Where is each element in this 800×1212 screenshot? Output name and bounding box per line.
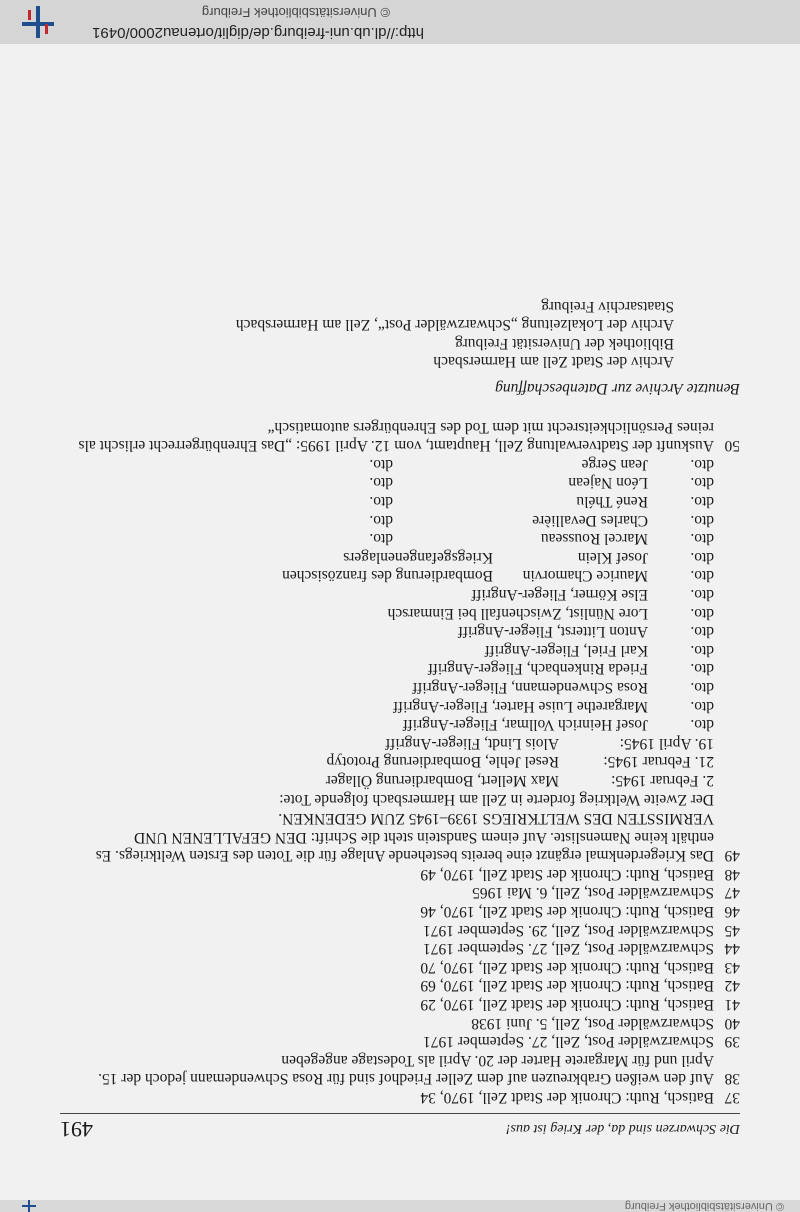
casualty-cause: dto. (369, 493, 393, 510)
library-credit-top: © Universitätsbibliothek Freiburg (624, 1200, 784, 1212)
footnote-37 (76, 1087, 740, 1106)
casualty-name: Charles Devallière (532, 511, 648, 529)
source-item: Staatsarchiv Freiburg (541, 297, 674, 315)
casualty-name: Josef Heinrich Vollmar, Flieger-Angriff (402, 716, 648, 734)
footnote-text: Schwarzwälder Post, Zell, 5. Juni 1938 (471, 1014, 714, 1032)
casualty-row (76, 715, 714, 734)
footnote-48 (76, 864, 740, 883)
footnote-44 (76, 939, 740, 958)
source-item: Bibliothek der Universität Freiburg (455, 334, 674, 352)
footnote-39 (76, 1032, 740, 1051)
footnote-text: Das Kriegerdenkmal ergänzt eine bereits bestehende Anlage für die Toten des Ersten Weltkriegs. Es enthält keine Namensliste. Auf einem Sandstein steht die Schrift: DEN GEFALLENEN UND VERMISSTEN DES WELTKRIEGS 1939–1945 ZUM GEDENKEN. (95, 810, 714, 865)
casualty-cause: dto. (369, 530, 393, 548)
university-logo-icon (22, 1200, 36, 1212)
viewer-bottom-bar (0, 0, 800, 44)
casualty-row (76, 677, 714, 696)
casualty-date: 19. April 1945: (619, 734, 714, 752)
footnote-40 (76, 1013, 740, 1032)
casualty-cause: Bombardierung des französischen (282, 567, 493, 585)
footnote-text: Batisch, Ruth: Chronik der Stadt Zell, 1970, 49 (420, 865, 714, 883)
ditto-mark: dto. (690, 716, 714, 734)
footnote-number: 41 (724, 996, 740, 1014)
footnote-number: 37 (724, 1089, 740, 1106)
ditto-mark: dto. (690, 623, 714, 641)
footnote-46 (76, 901, 740, 920)
casualty-cause: dto. (369, 455, 393, 473)
casualty-row (76, 510, 714, 529)
casualty-row (76, 547, 714, 566)
page-number: 491 (60, 1117, 93, 1142)
ditto-mark: dto. (690, 660, 714, 678)
footnote-number: 44 (724, 940, 740, 958)
casualty-name: Marcel Rousseau (540, 530, 648, 548)
footnote-number: 46 (724, 903, 740, 921)
sources-heading: Benutzte Archive zur Datenbeschaffung (495, 380, 740, 398)
ditto-mark: dto. (690, 530, 714, 548)
footnote-42 (76, 976, 740, 995)
footnote-47 (76, 883, 740, 902)
footnote-number: 49 (724, 847, 740, 865)
footnote-number: 43 (724, 958, 740, 976)
footnote-number: 38 (724, 1070, 740, 1088)
footnote-number: 40 (724, 1014, 740, 1032)
ditto-mark: dto. (690, 567, 714, 585)
footnote-text: Batisch, Ruth: Chronik der Stadt Zell, 1970, 29 (420, 996, 714, 1014)
casualty-name: René Thélu (576, 493, 648, 510)
casualty-list-dated (76, 733, 714, 789)
casualty-name: Lore Nünlist, Zwischenfall bei Einmarsch (387, 604, 648, 622)
source-item: Archiv der Lokalzeitung „Schwarzwälder Post“, Zell am Harmersbach (235, 316, 674, 334)
casualty-row (76, 603, 714, 622)
footnote-text: Batisch, Ruth: Chronik der Stadt Zell, 1970, 70 (420, 958, 714, 976)
casualty-name: Anton Litterst, Flieger-Angriff (457, 623, 648, 641)
footnotes-section (76, 296, 740, 1106)
footnote-text: Schwarzwälder Post, Zell, 29. September 1971 (423, 921, 714, 939)
casualty-row (76, 454, 714, 473)
footnote-text: Schwarzwälder Post, Zell, 27. September 1971 (423, 940, 714, 958)
footnote-text: Schwarzwälder Post, Zell, 6. Mai 1965 (472, 884, 714, 902)
casualty-name: Margarethe Luise Harter, Flieger-Angriff (392, 697, 648, 715)
casualty-name: Josef Klein (577, 548, 648, 566)
footnote-49 (76, 454, 740, 864)
footnote-41 (76, 994, 740, 1013)
university-logo-icon (22, 6, 54, 38)
casualty-name: Léon Najean (568, 474, 648, 492)
footnote-number: 48 (724, 865, 740, 883)
ditto-mark: dto. (690, 641, 714, 659)
casualty-row (76, 622, 714, 641)
casualty-date: 21. Februar 1945: (603, 753, 714, 771)
casualty-row (76, 529, 714, 548)
footnote-43 (76, 957, 740, 976)
casualty-row (76, 770, 714, 789)
casualty-row (76, 584, 714, 603)
footnote-number: 39 (724, 1033, 740, 1051)
running-title: Die Schwarzen sind da, der Krieg ist aus! (505, 1121, 740, 1136)
casualty-entry: Max Mellert, Bombardierung Öllager (325, 771, 559, 789)
casualty-entry: Alois Lindt, Flieger-Angriff (385, 734, 559, 752)
footnote-text: Auskunft der Stadtverwaltung Zell, Hauptamt, vom 12. April 1995: „Das Ehrenbürgerrecht erlischt als reines Persönlichkeitsrecht mit dem Tod des Ehrenbürgers automatisch“ (78, 418, 714, 455)
casualty-row (76, 696, 714, 715)
casualty-cause: Kriegsgefangenenlagers (343, 548, 493, 566)
footnote-38 (76, 1050, 740, 1087)
ditto-mark: dto. (690, 511, 714, 529)
ditto-mark: dto. (690, 678, 714, 696)
page-header (60, 1113, 740, 1144)
footnote-number: 42 (724, 977, 740, 995)
footnote-45 (76, 920, 740, 939)
ditto-mark: dto. (690, 455, 714, 473)
footnote-number: 50 (724, 437, 740, 455)
casualty-list-ditto (76, 454, 714, 733)
footnote-50 (76, 417, 740, 454)
footnote-list (76, 864, 740, 1106)
casualty-cause: dto. (369, 511, 393, 529)
casualty-name: Maurice Chamorvin (522, 567, 648, 585)
casualty-entry: Resel Jehle, Bombardierung Prototyp (326, 753, 559, 771)
ditto-mark: dto. (690, 585, 714, 603)
casualty-name: Jean Serge (581, 455, 648, 473)
ditto-mark: dto. (690, 697, 714, 715)
footnote-text: Schwarzwälder Post, Zell, 27. September 1971 (423, 1033, 714, 1051)
casualty-name: Rosa Schwendemann, Flieger-Angriff (412, 678, 648, 696)
sources-list (76, 296, 674, 370)
scanned-page (60, 64, 740, 1164)
casualty-row (76, 659, 714, 678)
ditto-mark: dto. (690, 493, 714, 510)
footnote-text: Batisch, Ruth: Chronik der Stadt Zell, 1970, 46 (420, 903, 714, 921)
footnote-text: Batisch, Ruth: Chronik der Stadt Zell, 1970, 34 (420, 1089, 714, 1106)
casualty-name: Else Körner, Flieger-Angriff (471, 585, 648, 603)
footnote-text: Batisch, Ruth: Chronik der Stadt Zell, 1970, 69 (420, 977, 714, 995)
footnote-text: Auf den weißen Grabkreuzen auf dem Zeller Friedhof sind für Rosa Schwendemann jedoch der 15. April und für Margarete Harter der 20. April als Todestage angegeben (98, 1051, 714, 1088)
ditto-mark: dto. (690, 604, 714, 622)
footnote-number: 47 (724, 884, 740, 902)
casualty-row (76, 566, 714, 585)
footnote-number: 45 (724, 921, 740, 939)
casualty-row (76, 491, 714, 510)
page-url-link[interactable]: http://dl.ub.uni-freiburg.de/diglit/ortenau2000/0491 (92, 24, 424, 41)
source-item: Archiv der Stadt Zell am Harmersbach (433, 353, 674, 371)
casualty-name: Karl Friel, Flieger-Angriff (484, 641, 648, 659)
casualty-row (76, 752, 714, 771)
casualty-cause: dto. (369, 474, 393, 492)
viewer-top-strip (0, 1200, 800, 1212)
ditto-mark: dto. (690, 474, 714, 492)
casualty-name: Frieda Rinkenbach, Flieger-Angriff (427, 660, 648, 678)
library-credit-bottom: © Universitätsbibliothek Freiburg (201, 5, 390, 20)
ditto-mark: dto. (690, 548, 714, 566)
casualty-row (76, 473, 714, 492)
casualty-row (76, 640, 714, 659)
casualties-intro: Der Zweite Weltkrieg forderte in Zell am Harmersbach folgende Tote: (279, 791, 714, 809)
casualty-row (76, 733, 714, 752)
casualty-date: 2. Februar 1945: (611, 771, 714, 789)
